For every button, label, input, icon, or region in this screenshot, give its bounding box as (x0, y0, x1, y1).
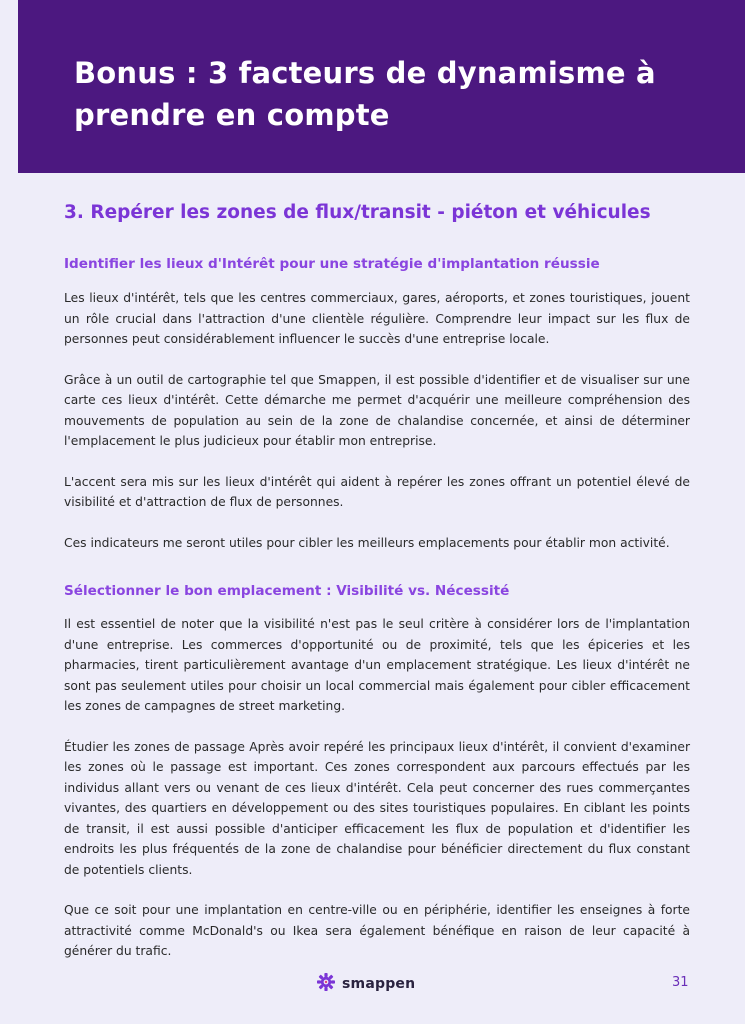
paragraph: Grâce à un outil de cartographie tel que Smappen, il est possible d'identifier et de visualiser sur une carte ces lieux d'intérêt. Cette démarche me permet d'acquérir une meilleure compréhension des mouvements de population au sein de la zone de chalandise concernée, et ainsi de déterminer l'emplacement le plus judicieux pour établir mon entreprise. (64, 372, 690, 448)
paragraph: L'accent sera mis sur les lieux d'intérêt qui aident à repérer les zones offrant un potentiel élevé de visibilité et d'attraction de flux de personnes. (64, 474, 690, 509)
subsection-title-interest-points: Identifier les lieux d'Intérêt pour une stratégie d'implantation réussie (64, 256, 600, 272)
page-header (18, 0, 745, 173)
paragraph: Il est essentiel de noter que la visibilité n'est pas le seul critère à considérer lors de l'implantation d'une entreprise. Les commerces d'opportunité ou de proximité, tels que les épiceries et les pharmacies, tirent particulièrement avantage d'un emplacement stratégique. Les lieux d'intérêt ne sont pas seulement utiles pour choisir un local commercial mais également pour cibler efficacement les zones de campagnes de street marketing. (64, 617, 690, 713)
page-title: Bonus : 3 facteurs de dynamisme à prendre en compte (74, 56, 656, 132)
paragraph: Ces indicateurs me seront utiles pour cibler les meilleurs emplacements pour établir mon activité. (64, 535, 670, 550)
smappen-gear-logo-icon (316, 972, 336, 996)
paragraph: Étudier les zones de passage Après avoir repéré les principaux lieux d'intérêt, il convient d'examiner les zones où le passage est important. Ces zones correspondent aux parcours effectués par les individus allant vers ou venant de ces lieux d'intérêt. Cela peut concerner des rues commerçantes vivantes, des quartiers en développement ou des sites touristiques populaires. En ciblant les points de transit, il est aussi possible d'anticiper efficacement les flux de population et d'identifier les endroits les plus fréquentés de la zone de chalandise pour bénéficier directement du flux constant de potentiels clients. (64, 739, 690, 877)
logo-text: smappen (342, 976, 416, 992)
page-number: 31 (672, 975, 689, 990)
footer-logo (316, 974, 415, 994)
main-content (64, 200, 690, 962)
subsection-title-location: Sélectionner le bon emplacement : Visibilité vs. Nécessité (64, 583, 510, 599)
paragraph: Les lieux d'intérêt, tels que les centres commerciaux, gares, aéroports, et zones touristiques, jouent un rôle crucial dans l'attraction d'une clientèle régulière. Comprendre leur impact sur les flux de personnes peut considérablement influencer le succès d'une entreprise locale. (64, 291, 690, 346)
section-title: 3. Repérer les zones de flux/transit - piéton et véhicules (64, 202, 651, 223)
paragraph: Que ce soit pour une implantation en centre-ville ou en périphérie, identifier les enseignes à forte attractivité comme McDonald's ou Ikea sera également bénéfique en raison de leur capacité à générer du trafic. (64, 903, 690, 958)
